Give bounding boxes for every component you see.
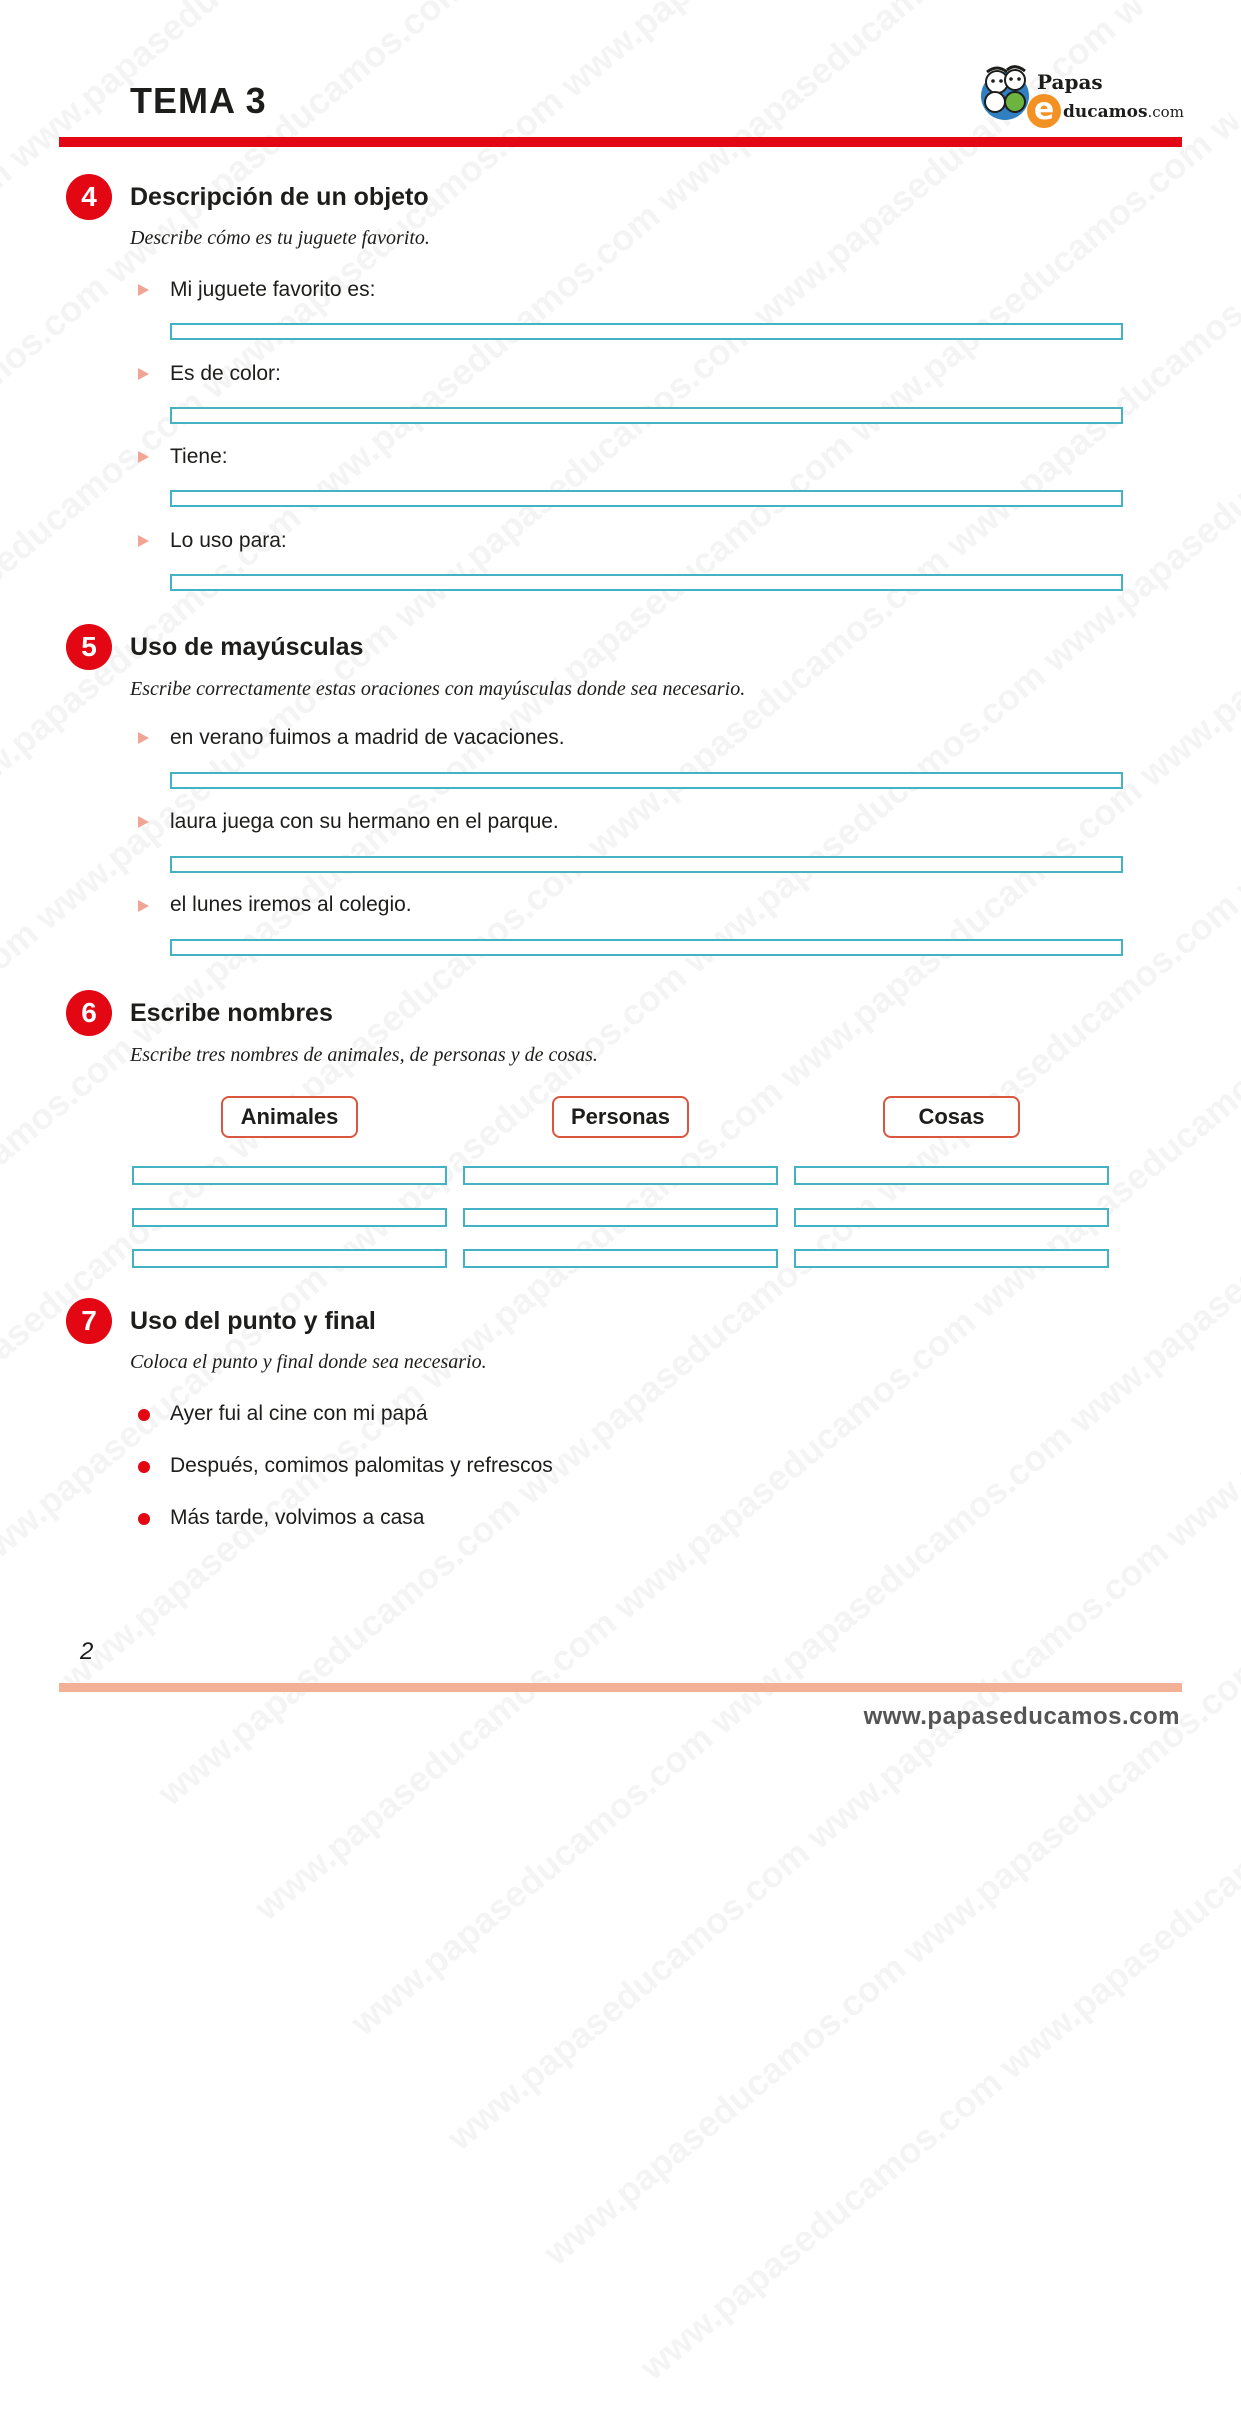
page-title: TEMA 3 <box>130 80 267 121</box>
answer-line[interactable] <box>170 407 1123 424</box>
logo-text-ducamos-word: ducamos <box>1063 102 1148 122</box>
section-4-item-3: Tiene: <box>170 445 228 468</box>
answer-line[interactable] <box>170 856 1123 873</box>
header-red-bar <box>59 137 1182 147</box>
bullet-triangle-icon <box>138 900 149 912</box>
section-5-instruction: Escribe correctamente estas oraciones con mayúsculas donde sea necesario. <box>130 678 746 700</box>
category-cosas: Cosas <box>883 1096 1020 1138</box>
bullet-dot-icon <box>138 1461 150 1473</box>
bullet-triangle-icon <box>138 535 149 547</box>
section-5-number: 5 <box>66 624 112 670</box>
bullet-dot-icon <box>138 1409 150 1421</box>
bullet-triangle-icon <box>138 451 149 463</box>
bullet-triangle-icon <box>138 732 149 744</box>
cosas-answer-1[interactable] <box>794 1166 1109 1185</box>
bullet-dot-icon <box>138 1513 150 1525</box>
footer-url: www.papaseducamos.com <box>863 1703 1180 1730</box>
answer-line[interactable] <box>170 323 1123 340</box>
animales-answer-1[interactable] <box>132 1166 447 1185</box>
section-4-item-2: Es de color: <box>170 362 281 385</box>
section-6-title: Escribe nombres <box>130 999 333 1027</box>
personas-answer-2[interactable] <box>463 1208 778 1227</box>
section-7-item-1: Ayer fui al cine con mi papá <box>170 1402 428 1425</box>
section-6-number: 6 <box>66 990 112 1036</box>
bullet-triangle-icon <box>138 816 149 828</box>
personas-answer-3[interactable] <box>463 1249 778 1268</box>
papaseducamos-logo <box>975 58 1185 130</box>
logo-text-ducamos <box>1063 102 1184 122</box>
animales-answer-3[interactable] <box>132 1249 447 1268</box>
section-4-instruction: Describe cómo es tu juguete favorito. <box>130 227 430 249</box>
answer-line[interactable] <box>170 490 1123 507</box>
section-4-item-4: Lo uso para: <box>170 529 287 552</box>
bullet-triangle-icon <box>138 368 149 380</box>
section-5-item-1: en verano fuimos a madrid de vacaciones. <box>170 726 565 749</box>
section-6-instruction: Escribe tres nombres de animales, de personas y de cosas. <box>130 1044 598 1066</box>
section-4-number: 4 <box>66 174 112 220</box>
page-number: 2 <box>80 1638 94 1665</box>
section-5-title: Uso de mayúsculas <box>130 633 364 661</box>
personas-answer-1[interactable] <box>463 1166 778 1185</box>
cosas-answer-3[interactable] <box>794 1249 1109 1268</box>
answer-line[interactable] <box>170 939 1123 956</box>
section-5-item-2: laura juega con su hermano en el parque. <box>170 810 559 833</box>
section-7-number: 7 <box>66 1298 112 1344</box>
section-4-item-1: Mi juguete favorito es: <box>170 278 376 301</box>
section-5-item-3: el lunes iremos al colegio. <box>170 893 412 916</box>
logo-text-papas: Papas <box>1037 70 1103 94</box>
answer-line[interactable] <box>170 574 1123 591</box>
section-4-title: Descripción de un objeto <box>130 183 429 211</box>
family-faces-icon <box>975 62 1035 122</box>
logo-e-badge: e <box>1027 94 1061 128</box>
section-7-item-3: Más tarde, volvimos a casa <box>170 1506 425 1529</box>
animales-answer-2[interactable] <box>132 1208 447 1227</box>
bullet-triangle-icon <box>138 284 149 296</box>
logo-text-dotcom: .com <box>1147 103 1184 121</box>
category-personas: Personas <box>552 1096 689 1138</box>
answer-line[interactable] <box>170 772 1123 789</box>
section-7-title: Uso del punto y final <box>130 1307 376 1335</box>
cosas-answer-2[interactable] <box>794 1208 1109 1227</box>
section-7-instruction: Coloca el punto y final donde sea necesario. <box>130 1351 487 1373</box>
footer-bar <box>59 1683 1182 1692</box>
section-7-item-2: Después, comimos palomitas y refrescos <box>170 1454 553 1477</box>
category-animales: Animales <box>221 1096 358 1138</box>
